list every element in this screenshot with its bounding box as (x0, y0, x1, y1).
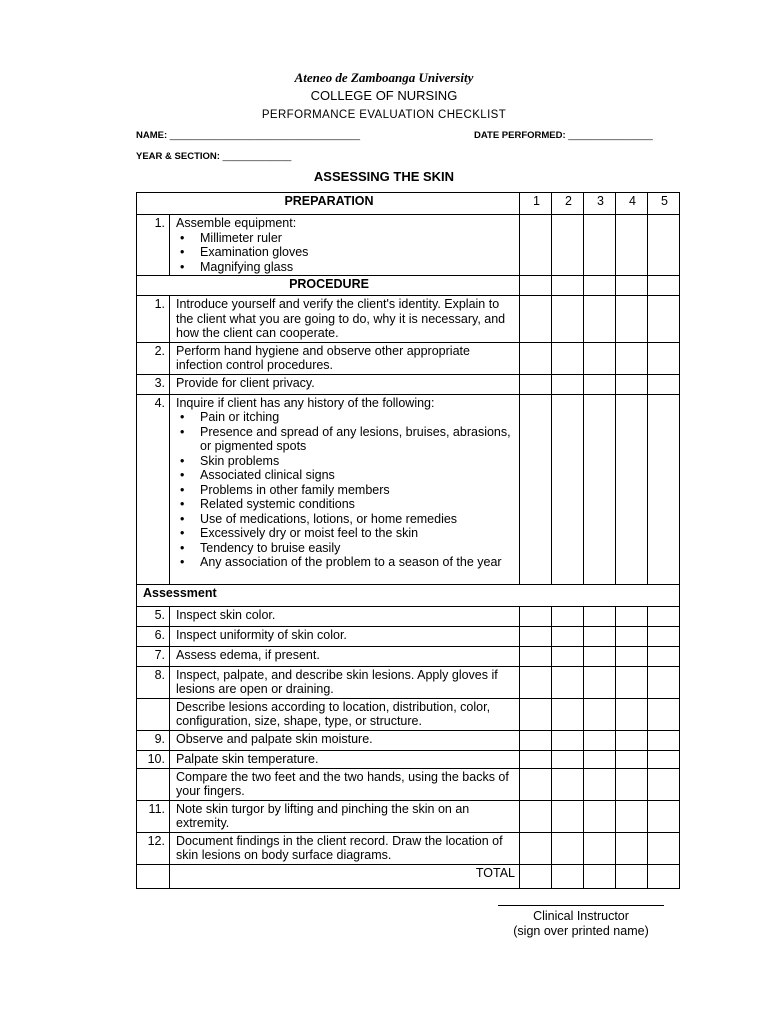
score-cell[interactable] (648, 666, 680, 698)
step-text: Perform hand hygiene and observe other appropriate infection control procedures. (176, 343, 470, 372)
score-cell[interactable] (552, 296, 584, 343)
signature-note: (sign over printed name) (513, 924, 649, 938)
score-cell[interactable] (584, 800, 616, 832)
step-number: 7. (137, 646, 170, 666)
total-label: TOTAL (170, 864, 520, 888)
score-cell[interactable] (552, 626, 584, 646)
score-cell[interactable] (648, 646, 680, 666)
score-cell[interactable] (520, 698, 552, 730)
score-cell[interactable] (616, 215, 648, 276)
score-cell[interactable] (584, 666, 616, 698)
score-cell[interactable] (584, 730, 616, 750)
assessment-header: Assessment (137, 584, 680, 606)
bullet-item: • Millimeter ruler (200, 231, 515, 246)
step-text-cell (170, 768, 520, 800)
score-cell[interactable] (648, 374, 680, 394)
score-cell[interactable] (616, 394, 648, 584)
table-row (137, 606, 680, 626)
table-row (137, 626, 680, 646)
score-cell[interactable] (616, 374, 648, 394)
step-text-cell (170, 606, 520, 626)
form-title: PERFORMANCE EVALUATION CHECKLIST (261, 109, 507, 121)
table-row (137, 394, 680, 584)
score-cell[interactable] (648, 215, 680, 276)
score-cell[interactable] (520, 606, 552, 626)
score-cell[interactable] (648, 296, 680, 343)
bullet-item: • Tendency to bruise easily (200, 541, 515, 556)
score-cell[interactable] (648, 768, 680, 800)
step-number: 10. (137, 750, 170, 768)
score-cell[interactable] (648, 342, 680, 374)
step-text-cell (170, 626, 520, 646)
score-cell[interactable] (648, 800, 680, 832)
score-cell[interactable] (616, 730, 648, 750)
score-cell[interactable] (520, 276, 552, 296)
score-cell[interactable] (616, 666, 648, 698)
signature-block (498, 905, 664, 939)
table-row (137, 768, 680, 800)
score-cell[interactable] (616, 832, 648, 864)
score-cell[interactable] (552, 698, 584, 730)
step-number: 5. (137, 606, 170, 626)
table-row (137, 646, 680, 666)
score-cell[interactable] (520, 296, 552, 343)
score-cell[interactable] (520, 374, 552, 394)
bullet-item: • Examination gloves (200, 245, 515, 260)
college-name: COLLEGE OF NURSING (310, 88, 458, 103)
bullet-item: • Skin problems (200, 454, 515, 469)
step-number: 9. (137, 730, 170, 750)
step-text-cell (170, 800, 520, 832)
step-number: 12. (137, 832, 170, 864)
step-text-cell (170, 296, 520, 343)
step-number (137, 698, 170, 730)
step-text-cell (170, 342, 520, 374)
score-cell[interactable] (584, 374, 616, 394)
table-row (137, 342, 680, 374)
score-cell[interactable] (520, 800, 552, 832)
score-cell[interactable] (552, 215, 584, 276)
step-text-cell (170, 374, 520, 394)
score-cell[interactable] (584, 342, 616, 374)
score-cell[interactable] (520, 626, 552, 646)
bullet-item: • Problems in other family members (200, 483, 515, 498)
date-blank[interactable]: ________________ (568, 130, 653, 141)
bullet-item: • Presence and spread of any lesions, bruises, abrasions, or pigmented spots (200, 425, 515, 454)
step-text: Palpate skin temperature. (176, 751, 319, 766)
score-cell[interactable] (552, 342, 584, 374)
score-cell[interactable] (584, 296, 616, 343)
score-cell[interactable] (616, 296, 648, 343)
table-row (137, 750, 680, 768)
table-row (137, 374, 680, 394)
step-number: 8. (137, 666, 170, 698)
year-section-field[interactable] (136, 151, 291, 162)
score-cell[interactable] (520, 394, 552, 584)
table-row (137, 296, 680, 343)
date-performed-field[interactable] (474, 130, 653, 141)
total-num-cell (137, 864, 170, 888)
preparation-header: PREPARATION (137, 193, 520, 215)
step-text: Assemble equipment: (176, 216, 297, 230)
step-text: Inspect, palpate, and describe skin lesions. Apply gloves if lesions are open or draining. (176, 667, 498, 696)
step-number (137, 768, 170, 800)
score-cell[interactable] (584, 394, 616, 584)
score-cell[interactable] (552, 832, 584, 864)
table-row (137, 215, 680, 276)
score-cell[interactable] (584, 215, 616, 276)
name-field[interactable] (136, 130, 360, 141)
score-cell[interactable] (584, 606, 616, 626)
score-cell[interactable] (520, 646, 552, 666)
bullet-list (176, 231, 515, 275)
step-number: 1. (137, 215, 170, 276)
score-cell[interactable] (648, 626, 680, 646)
score-cell[interactable] (616, 864, 648, 888)
step-text-cell (170, 394, 520, 584)
step-text-cell (170, 750, 520, 768)
score-cell[interactable] (552, 800, 584, 832)
score-cell[interactable] (552, 666, 584, 698)
score-cell[interactable] (552, 750, 584, 768)
step-text-cell (170, 646, 520, 666)
step-text: Describe lesions according to location, distribution, color, configuration, size, shape, type, or structure. (176, 699, 491, 728)
step-text: Document findings in the client record. Draw the location of skin lesions on body surface diagrams. (176, 833, 503, 862)
score-cell[interactable] (616, 342, 648, 374)
total-row (137, 864, 680, 888)
step-text: Observe and palpate skin moisture. (176, 731, 373, 746)
step-text: Introduce yourself and verify the client's identity. Explain to the client what you are going to do, why it is necessary, and how the client can cooperate. (176, 297, 506, 340)
score-header: 5 (648, 193, 680, 215)
score-cell[interactable] (616, 698, 648, 730)
score-cell[interactable] (648, 750, 680, 768)
bullet-item: • Related systemic conditions (200, 497, 515, 512)
year-label: YEAR & SECTION: (136, 151, 220, 162)
score-cell[interactable] (616, 800, 648, 832)
table-row (137, 698, 680, 730)
table-row (137, 832, 680, 864)
step-number: 2. (137, 342, 170, 374)
year-blank[interactable]: _____________ (222, 151, 292, 162)
procedure-header: PROCEDURE (137, 276, 520, 296)
bullet-item: • Use of medications, lotions, or home remedies (200, 512, 515, 527)
step-text: Assess edema, if present. (176, 647, 320, 662)
score-cell[interactable] (616, 276, 648, 296)
score-header: 1 (520, 193, 552, 215)
bullet-item: • Associated clinical signs (200, 468, 515, 483)
score-cell[interactable] (584, 750, 616, 768)
step-text-cell (170, 832, 520, 864)
score-cell[interactable] (648, 730, 680, 750)
score-cell[interactable] (584, 698, 616, 730)
score-cell[interactable] (616, 768, 648, 800)
step-text: Inquire if client has any history of the following: (176, 395, 435, 410)
score-cell[interactable] (616, 626, 648, 646)
step-text-cell (170, 666, 520, 698)
step-text: Inspect skin color. (176, 607, 276, 622)
score-cell[interactable] (648, 394, 680, 584)
score-cell[interactable] (584, 626, 616, 646)
score-cell[interactable] (584, 646, 616, 666)
step-text: Compare the two feet and the two hands, using the backs of your fingers. (176, 769, 509, 798)
table-row (137, 666, 680, 698)
bullet-item: • Excessively dry or moist feel to the skin (200, 526, 515, 541)
score-cell[interactable] (584, 832, 616, 864)
score-cell[interactable] (520, 666, 552, 698)
signature-role: Clinical Instructor (533, 909, 629, 923)
bullet-item: • Magnifying glass (200, 260, 515, 275)
score-cell[interactable] (552, 374, 584, 394)
score-cell[interactable] (552, 394, 584, 584)
score-header: 4 (616, 193, 648, 215)
table-row (137, 730, 680, 750)
step-number: 3. (137, 374, 170, 394)
step-text: Note skin turgor by lifting and pinching the skin on an extremity. (176, 801, 470, 830)
score-cell[interactable] (648, 698, 680, 730)
step-text: Inspect uniformity of skin color. (176, 627, 347, 642)
score-cell[interactable] (648, 606, 680, 626)
score-cell[interactable] (616, 750, 648, 768)
checklist-table (136, 192, 680, 889)
score-cell[interactable] (520, 750, 552, 768)
step-text-cell (170, 698, 520, 730)
score-cell[interactable] (552, 730, 584, 750)
score-cell[interactable] (552, 864, 584, 888)
bullet-item: • Pain or itching (200, 410, 515, 425)
score-cell[interactable] (616, 606, 648, 626)
score-cell[interactable] (520, 342, 552, 374)
score-cell[interactable] (648, 832, 680, 864)
score-cell[interactable] (520, 215, 552, 276)
score-cell[interactable] (552, 606, 584, 626)
signature-line[interactable] (498, 905, 664, 906)
name-blank[interactable]: ____________________________________ (169, 130, 360, 141)
step-text: Provide for client privacy. (176, 375, 315, 390)
score-cell[interactable] (552, 276, 584, 296)
date-label: DATE PERFORMED: (474, 130, 566, 141)
score-cell[interactable] (584, 768, 616, 800)
university-name: Ateneo de Zamboanga University (294, 70, 474, 85)
bullet-item: • Any association of the problem to a season of the year (200, 555, 515, 570)
score-cell[interactable] (648, 276, 680, 296)
score-cell[interactable] (584, 276, 616, 296)
score-cell[interactable] (648, 864, 680, 888)
score-cell[interactable] (520, 864, 552, 888)
assessment-header-row (137, 584, 680, 606)
procedure-header-row (137, 276, 680, 296)
score-cell[interactable] (520, 730, 552, 750)
table-row (137, 800, 680, 832)
name-label: NAME: (136, 130, 168, 141)
bullet-list (176, 410, 515, 570)
score-cell[interactable] (552, 768, 584, 800)
score-cell[interactable] (520, 768, 552, 800)
score-cell[interactable] (520, 832, 552, 864)
step-number: 4. (137, 394, 170, 584)
step-number: 1. (137, 296, 170, 343)
step-text-cell (170, 730, 520, 750)
score-cell[interactable] (616, 646, 648, 666)
score-header: 2 (552, 193, 584, 215)
step-number: 6. (137, 626, 170, 646)
preparation-header-row (137, 193, 680, 215)
score-header: 3 (584, 193, 616, 215)
score-cell[interactable] (552, 646, 584, 666)
step-number: 11. (137, 800, 170, 832)
score-cell[interactable] (584, 864, 616, 888)
checklist-heading: ASSESSING THE SKIN (313, 169, 455, 184)
step-text-cell (170, 215, 520, 276)
